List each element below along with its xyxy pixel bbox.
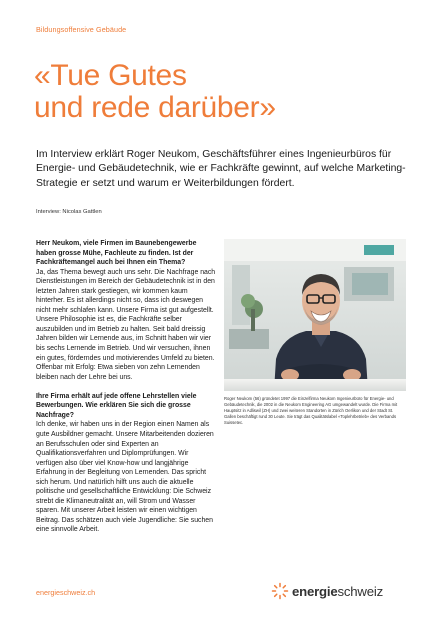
title-line-2: und rede darüber» <box>34 91 276 124</box>
article-lead: Im Interview erklärt Roger Neukom, Geschäftsführer eines Ingenieurbüros für Energie- und Gebäudetechnik, wie er Fachkräfte gewinnt, auf welche Marketing-Strategie er setzt und warum er Weiterbildungen fördert. <box>36 149 406 189</box>
energieschweiz-logo <box>271 580 383 602</box>
logo-wordmark <box>292 584 383 599</box>
question-1: Herr Neukom, viele Firmen im Baunebengewerbe haben grosse Mühe, Fachleute zu finden. Ist der Fachkräftemangel auch bei Ihnen ein Thema? <box>36 240 197 267</box>
interview-column <box>36 239 216 545</box>
byline: Interview: Nicolas Gattlen <box>36 209 102 215</box>
title-line-1: «Tue Gutes <box>34 59 187 92</box>
sun-rays-icon <box>271 582 289 600</box>
portrait-illustration <box>224 239 406 391</box>
answer-2: Ich denke, wir haben uns in der Region einen Namen als gute Ausbildner gemacht. Unsere Mitarbeitenden dozieren an Berufsschulen oder sind Experten an Qualifikationsverfahren und Diplomprüfungen. Wir verfügen also über viel Know-how und langjährige Erfahrung in der Begleitung von Lernenden. Das spricht sich herum. Und natürlich hilft uns auch die aktuelle politische und gesellschaftliche Entwicklung: Die Schweiz strebt die Klimaneutralität an, will Strom und Wasser sparen. Mit unserer Arbeit leisten wir einen wichtigen Beitrag. Das schätzen auch viele Jugendliche: Sie suchen eine sinnvolle Arbeit. <box>36 421 214 534</box>
photo-caption: Roger Neukom (56) gründetet 1997 die Einzelfirma Neukom Ingenieurbüro für Energie- und Gebäudetechnik, die 2002 in die Neukom Engineering AG umgewandelt wurde. Die Firma mit Hauptsitz in Adliswil (ZH) und zwei weiteren Standorten in Zürich Oerlikon und der Stadt St. Gallen beschäftigt rund 30 Leute. Sie trägt das Qualitätslabel «Toplehrbetrieb» des Verbands Suissetec. <box>224 396 398 425</box>
section-tag: Bildungsoffensive Gebäude <box>36 25 127 34</box>
article-title <box>34 60 414 124</box>
qa-block-2 <box>36 392 216 535</box>
logo-wordmark-part-2: schweiz <box>337 583 384 599</box>
logo-wordmark-part-1: energie <box>292 583 338 599</box>
qa-block-1 <box>36 239 216 382</box>
footer-url-link[interactable]: energieschweiz.ch <box>36 588 96 597</box>
question-2: Ihre Firma erhält auf jede offene Lehrstellen viele Bewerbungen. Wie erklären Sie sich die grosse Nachfrage? <box>36 392 197 419</box>
portrait-photo <box>224 239 406 391</box>
answer-1: Ja, das Thema bewegt auch uns sehr. Die Nachfrage nach Dienstleistungen im Bereich der Gebäudetechnik ist in den letzten Jahren stark gestiegen, wir kommen kaum hinterher. Es ist allerdings nicht so, dass ich deswegen nicht mehr schlafen kann. Unsere Firma ist gut aufgestellt. Unsere Philosophie ist es, die Fachkräfte selber auszubilden und im Betrieb zu halten. Seit bald dreissig Jahren bilden wir Lernende aus, im Schnitt haben wir vier bis sechs Lernende im Betrieb. Und wir versuchen, ihnen ein gutes, förderndes und motivierendes Umfeld zu bieten. Offenbar mit Erfolg: Etwa sieben von zehn Lernenden bleiben nach der Lehre bei uns. <box>36 268 216 381</box>
